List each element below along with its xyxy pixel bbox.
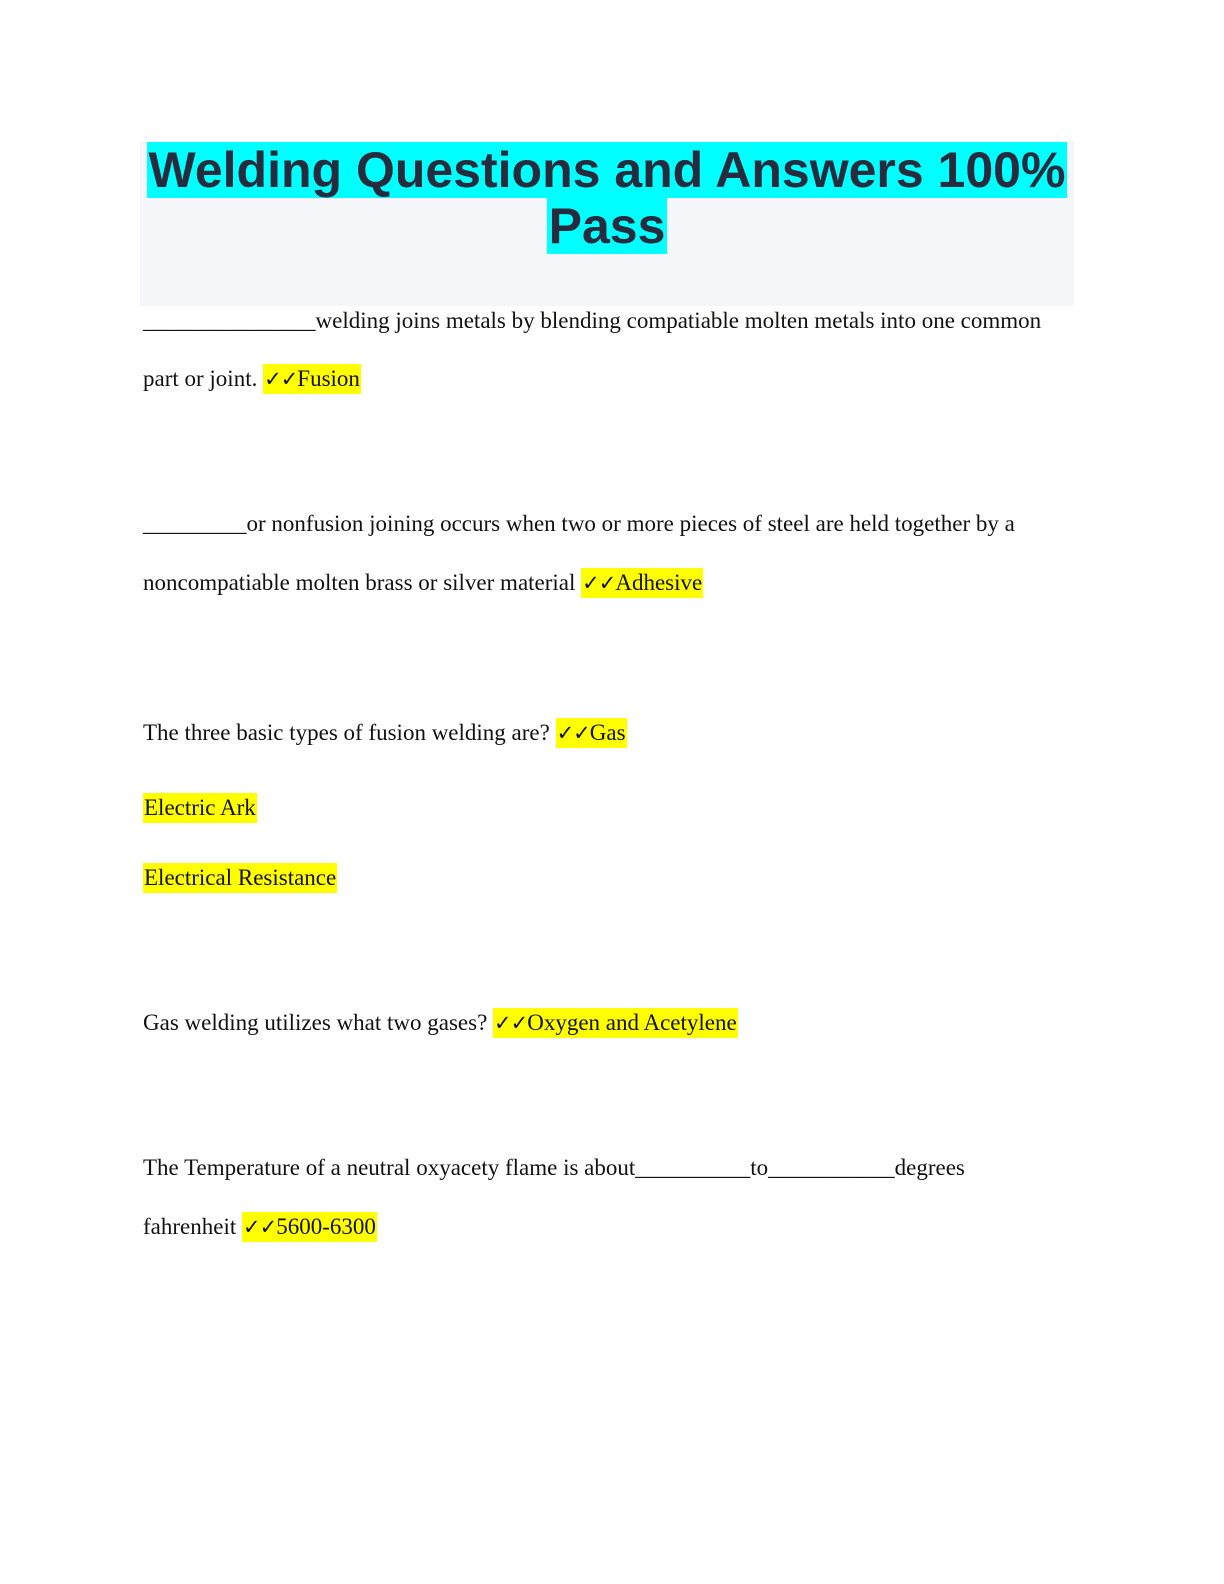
- page-title-line-1: Welding Questions and Answers 100%: [148, 142, 1066, 198]
- question-2-line-2: [143, 569, 703, 597]
- question-5-answer: ✓✓5600-6300: [242, 1212, 377, 1242]
- question-4-answer: ✓✓Oxygen and Acetylene: [493, 1008, 738, 1038]
- question-5-line-2: [143, 1213, 377, 1241]
- question-5-line-1: The Temperature of a neutral oxyacety flame is about__________to___________degrees: [143, 1155, 965, 1180]
- check-mark-icon: ✓✓: [242, 1215, 277, 1239]
- question-5-text: fahrenheit: [143, 1214, 242, 1239]
- check-mark-icon: ✓✓: [494, 1011, 528, 1035]
- check-mark-icon: ✓✓: [264, 367, 298, 391]
- check-mark-icon: ✓✓: [582, 571, 616, 595]
- question-1-line-2: [143, 365, 361, 393]
- question-3-text: The three basic types of fusion welding are?: [143, 720, 556, 745]
- question-2-answer: ✓✓Adhesive: [581, 568, 703, 598]
- page-title-line-2: Pass: [548, 198, 666, 254]
- title-block: [140, 141, 1074, 306]
- question-3-answer-3: Electrical Resistance: [143, 864, 337, 892]
- question-1-answer: ✓✓Fusion: [263, 364, 361, 394]
- question-4-line-1: [143, 1009, 738, 1037]
- question-2-line-1: _________or nonfusion joining occurs when two or more pieces of steel are held together by a: [143, 511, 1015, 536]
- question-3-answer: ✓✓Gas: [556, 718, 627, 748]
- question-3-line-1: [143, 719, 627, 747]
- question-3-answer-2: Electric Ark: [143, 794, 257, 822]
- question-2-text: noncompatiable molten brass or silver material: [143, 570, 582, 595]
- question-1-line-1: _______________welding joins metals by blending compatiable molten metals into one common: [143, 308, 1042, 333]
- question-4-text: Gas welding utilizes what two gases?: [143, 1010, 494, 1035]
- question-1-text: part or joint.: [143, 366, 264, 391]
- check-mark-icon: ✓✓: [556, 721, 590, 745]
